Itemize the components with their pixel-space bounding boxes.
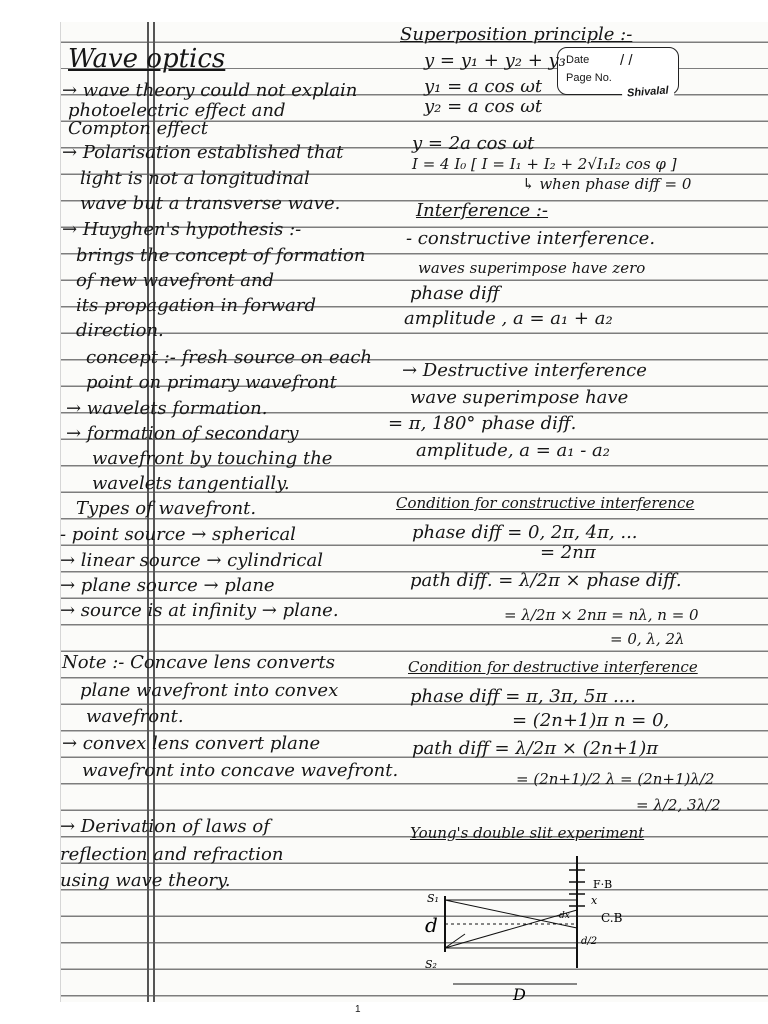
equation-line: path diff. = λ/2π × phase diff. bbox=[410, 570, 682, 591]
equation-line: = (2n+1)π n = 0, bbox=[512, 710, 670, 731]
note-line: → wave theory could not explain bbox=[62, 80, 358, 101]
stamp-brand: Shivalal bbox=[622, 84, 674, 100]
note-line: waves superimpose have zero bbox=[418, 259, 646, 277]
note-line: using wave theory. bbox=[60, 870, 231, 891]
equation-line: phase diff = π, 3π, 5π .... bbox=[410, 686, 636, 707]
note-line: wavelets tangentially. bbox=[92, 473, 290, 494]
equation-line: amplitude, a = a₁ - a₂ bbox=[416, 440, 610, 461]
label-half: d/2 bbox=[581, 936, 598, 947]
note-line: direction. bbox=[76, 320, 164, 341]
label-x: x bbox=[591, 894, 598, 907]
note-line: light is not a longitudinal bbox=[80, 168, 310, 189]
label-s2: S₂ bbox=[425, 958, 437, 971]
note-line: wave superimpose have bbox=[410, 387, 629, 408]
page-number: 1 bbox=[355, 1004, 361, 1015]
label-dx: dx bbox=[559, 911, 570, 921]
equation-line: = 2nπ bbox=[540, 542, 596, 563]
date-label: Date bbox=[566, 54, 590, 66]
note-line: reflection and refraction bbox=[60, 844, 284, 865]
note-line: → Destructive interference bbox=[402, 360, 647, 381]
note-line: plane wavefront into convex bbox=[80, 680, 339, 701]
section-heading: Interference :- bbox=[416, 200, 548, 221]
note-line: brings the concept of formation bbox=[76, 245, 366, 266]
note-line: → Huyghen's hypothesis :- bbox=[62, 219, 302, 240]
note-line: → Polarisation established that bbox=[62, 142, 344, 163]
note-line: point on primary wavefront bbox=[86, 372, 337, 393]
note-line: → formation of secondary bbox=[66, 423, 299, 444]
equation-line: y = 2a cos ωt bbox=[412, 133, 535, 154]
equation-line: ↳ when phase diff = 0 bbox=[522, 175, 692, 193]
ray-line bbox=[445, 910, 577, 948]
page-title: Wave optics bbox=[68, 44, 226, 74]
note-line: = π, 180° phase diff. bbox=[388, 413, 577, 434]
equation-line: I = 4 I₀ [ I = I₁ + I₂ + 2√I₁I₂ cos φ ] bbox=[412, 155, 677, 173]
note-line: phase diff bbox=[410, 283, 500, 304]
equation-line: amplitude , a = a₁ + a₂ bbox=[404, 308, 613, 329]
note-line: → wavelets formation. bbox=[66, 398, 268, 419]
equation-line: = 0, λ, 2λ bbox=[610, 630, 685, 648]
equation-line: y₂ = a cos ωt bbox=[424, 96, 543, 117]
date-page-stamp bbox=[557, 47, 679, 100]
section-heading: Condition for destructive interference bbox=[408, 658, 698, 676]
note-line: concept :- fresh source on each bbox=[86, 347, 372, 368]
note-line: wavefront by touching the bbox=[92, 448, 333, 469]
path-difference-line bbox=[445, 934, 465, 948]
note-line: photoelectric effect and bbox=[68, 100, 286, 121]
note-line: wavefront. bbox=[86, 706, 184, 727]
note-line: → linear source → cylindrical bbox=[60, 550, 323, 571]
label-s1: S₁ bbox=[427, 892, 439, 905]
note-line: Types of wavefront. bbox=[76, 498, 257, 519]
label-fb: F·B bbox=[593, 878, 613, 891]
note-line: → source is at infinity → plane. bbox=[60, 600, 339, 621]
note-line: wavefront into concave wavefront. bbox=[82, 760, 399, 781]
page-no-label: Page No. bbox=[566, 72, 612, 84]
note-line: its propagation in forward bbox=[76, 295, 317, 316]
equation-line: = λ/2, 3λ/2 bbox=[636, 796, 721, 814]
label-d: d bbox=[425, 913, 438, 937]
note-line: of new wavefront and bbox=[76, 270, 275, 291]
equation-line: path diff = λ/2π × (2n+1)π bbox=[412, 738, 659, 759]
note-line: - constructive interference. bbox=[406, 228, 656, 249]
date-slashes: / / bbox=[620, 52, 633, 69]
note-line: wave but a transverse wave. bbox=[80, 193, 341, 214]
note-line: → plane source → plane bbox=[60, 575, 275, 596]
equation-line: = (2n+1)/2 λ = (2n+1)λ/2 bbox=[516, 770, 715, 788]
equation-line: = λ/2π × 2nπ = nλ, n = 0 bbox=[504, 606, 699, 624]
note-line: → convex lens convert plane bbox=[62, 733, 321, 754]
equation-line: y₁ = a cos ωt bbox=[424, 76, 543, 97]
double-slit-diagram bbox=[405, 850, 655, 1000]
equation-line: y = y₁ + y₂ + y₃ bbox=[424, 50, 566, 71]
equation-line: phase diff = 0, 2π, 4π, ... bbox=[412, 522, 638, 543]
label-D: D bbox=[513, 985, 526, 1000]
note-line: Compton effect bbox=[68, 118, 208, 139]
note-line: → Derivation of laws of bbox=[60, 816, 270, 837]
note-line: - point source → spherical bbox=[60, 524, 296, 545]
note-line: Note :- Concave lens converts bbox=[62, 652, 335, 673]
section-heading: Condition for constructive interference bbox=[396, 494, 695, 512]
section-heading: Young's double slit experiment bbox=[410, 824, 645, 842]
label-cb: C.B bbox=[601, 911, 623, 925]
section-heading: Superposition principle :- bbox=[400, 24, 633, 45]
